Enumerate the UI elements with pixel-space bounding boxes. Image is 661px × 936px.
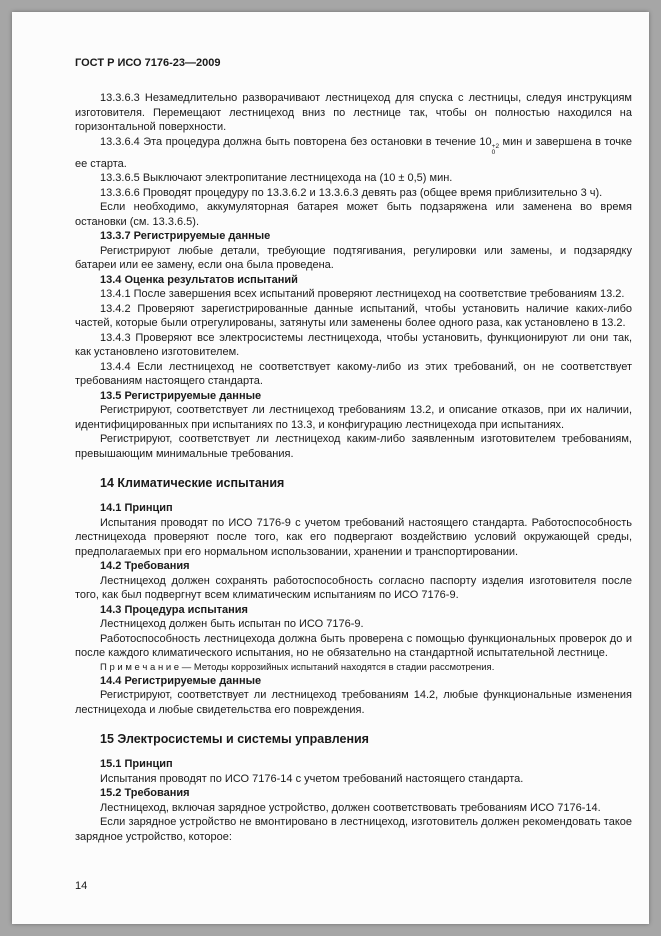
sub-heading-13-4: 13.4 Оценка результатов испытаний [100, 273, 298, 286]
sub-heading-14-2: 14.2 Требования [100, 560, 190, 572]
paragraph: Лестницеход должен сохранять работоспособность согласно паспорту изделия изготовителя после того, как был подвергнут всем климатическим испытаниям по ИСО 7176-9. [75, 574, 632, 601]
paragraph: Испытания проводят по ИСО 7176-9 с учетом требований настоящего стандарта. Работоспособность лестницехода проверяют после того, как его подвергают воздействию условий окружающей среды, предполагаемых при его нормальном использовании, хранении и транспортировании. [75, 516, 632, 558]
section-heading-14: 14 Климатические испытания [100, 476, 285, 490]
sub-heading-13-5: 13.5 Регистрируемые данные [100, 389, 262, 402]
paragraph: Регистрируют, соответствует ли лестницеход требованиям 14.2, любые функциональные изменения лестницехода и любые свидетельства его повреждения. [75, 689, 632, 716]
tolerance-stack [492, 144, 499, 157]
paragraph: 13.3.6.3 Незамедлительно разворачивают лестницеход для спуска с лестницы, следуя инструкциям изготовителя. Перемещают лестницеход вниз по лестнице так, чтобы он полностью находился на горизонтальной поверхности. [75, 92, 632, 133]
paragraph: Лестницеход должен быть испытан по ИСО 7176-9. [100, 618, 364, 630]
tolerance-sup: +2 [491, 142, 500, 150]
sub-heading-13-3-7: 13.3.7 Регистрируемые данные [100, 230, 271, 242]
paragraph: 13.4.2 Проверяют зарегистрированные данные испытаний, чтобы установить наличие каких-либо частей, которые были отрегулированы, затянуты или заменены более одного раза, как установлено в 13.2. [75, 302, 632, 329]
paragraph-text-before: 13.3.6.4 Эта процедура должна быть повторена без остановки в течение 10 [100, 135, 492, 148]
sub-heading-14-3: 14.3 Процедура испытания [100, 603, 248, 616]
paragraph: 13.4.3 Проверяют все электросистемы лестницехода, чтобы установить, функционируют ли они так, как установлено изготовителем. [75, 331, 632, 358]
paragraph: Регистрируют, соответствует ли лестницеход требованиям 13.2, и описание отказов, при их наличии, идентифицированных при испытаниях по 13.3, и конфигурацию лестницехода при испытаниях. [75, 404, 632, 431]
sub-heading-15-1: 15.1 Принцип [100, 758, 173, 770]
page-number: 14 [75, 880, 88, 892]
paragraph: Если зарядное устройство не вмонтировано в лестницеход, изготовитель должен рекомендовать такое зарядное устройство, которое: [75, 816, 632, 843]
document-page [12, 12, 649, 924]
sub-heading-15-2: 15.2 Требования [100, 787, 190, 799]
sub-heading-14-4: 14.4 Регистрируемые данные [100, 674, 262, 687]
paragraph-with-tolerance [75, 135, 632, 172]
paragraph: 13.3.6.5 Выключают электропитание лестницехода на (10 ± 0,5) мин. [100, 172, 453, 184]
paragraph: Лестницеход, включая зарядное устройство, должен соответствовать требованиям ИСО 7176-14. [100, 801, 601, 814]
paragraph: 13.3.6.6 Проводят процедуру по 13.3.6.2 и 13.3.6.3 девять раз (общее время приблизительно 3 ч). [100, 186, 603, 199]
paragraph: Испытания проводят по ИСО 7176-14 с учетом требований настоящего стандарта. [100, 772, 524, 785]
paragraph-text-after: мин и завершена в точке ее старта. [75, 135, 632, 170]
paragraph: Регистрируют, соответствует ли лестницеход каким-либо заявленным изготовителем требованиям, превышающим минимальные требования. [75, 433, 632, 460]
section-heading-15: 15 Электросистемы и системы управления [100, 732, 369, 746]
paragraph: Работоспособность лестницехода должна быть проверена с помощью функциональных проверок до и после каждого климатического испытания, но не обязательно на стандартной испытательной лестнице. [75, 632, 632, 659]
paragraph: 13.4.1 После завершения всех испытаний проверяют лестницеход на соответствие требованиям 13.2. [100, 288, 625, 300]
tolerance-sub: 0 [491, 149, 496, 156]
paragraph: Если необходимо, аккумуляторная батарея может быть подзаряжена или заменена во время остановки (см. 13.3.6.5). [75, 201, 632, 228]
sub-heading-14-1: 14.1 Принцип [100, 502, 173, 514]
paragraph: Регистрируют любые детали, требующие подтягивания, регулировки или замены, и подзарядку батареи или ее замену, если она была проведена. [75, 244, 632, 271]
document-header: ГОСТ Р ИСО 7176-23—2009 [75, 57, 221, 69]
note-paragraph: П р и м е ч а н и е — Методы коррозийных испытаний находятся в стадии рассмотрения. [100, 661, 495, 673]
paragraph: 13.4.4 Если лестницеход не соответствует какому-либо из этих требований, он не соответствует требованиям настоящего стандарта. [75, 360, 632, 387]
